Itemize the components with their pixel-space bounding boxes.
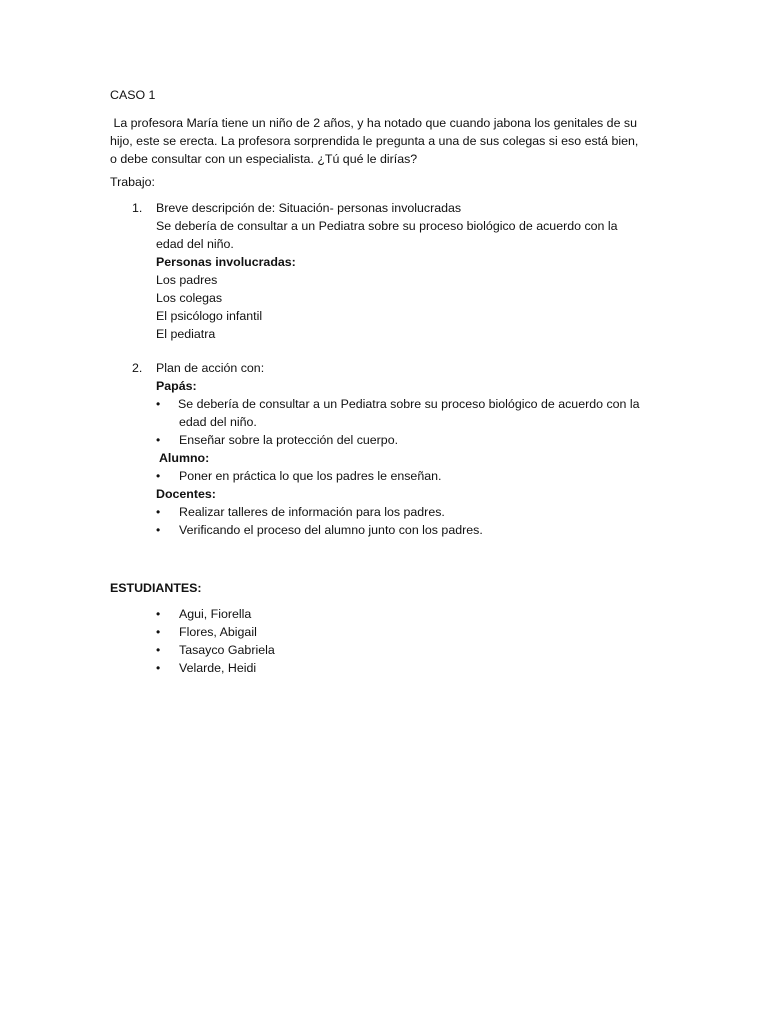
bullet-icon: • xyxy=(156,469,161,483)
item-1-text-line: Se debería de consultar a un Pediatra sobre su proceso biológico de acuerdo con la xyxy=(156,219,618,233)
persona-item: Los colegas xyxy=(156,291,223,305)
item-number: 2. xyxy=(132,361,143,375)
persona-item: Los padres xyxy=(156,273,218,287)
docentes-label: Docentes: xyxy=(156,487,216,501)
bullet-icon: • xyxy=(156,523,161,537)
papas-label: Papás: xyxy=(156,379,197,393)
bullet-icon: • xyxy=(156,397,161,411)
item-1-text-line: edad del niño. xyxy=(156,237,234,251)
trabajo-label: Trabajo: xyxy=(110,175,155,189)
persona-item: El psicólogo infantil xyxy=(156,309,263,323)
personas-label: Personas involucradas: xyxy=(156,255,296,269)
bullet-item xyxy=(110,467,670,485)
estudiantes-label: ESTUDIANTES: xyxy=(110,581,202,595)
persona-item: El pediatra xyxy=(156,327,216,341)
student-item xyxy=(110,605,670,623)
list-item-1 xyxy=(110,199,670,343)
list-item-2 xyxy=(110,359,670,395)
bullet-icon: • xyxy=(156,433,161,447)
intro-paragraph xyxy=(110,114,670,168)
item-2-heading: Plan de acción con: xyxy=(156,361,265,375)
bullet-text: edad del niño. xyxy=(179,415,257,429)
student-item xyxy=(110,623,670,641)
student-item xyxy=(110,659,670,677)
bullet-item xyxy=(110,431,670,449)
bullet-item xyxy=(110,521,670,539)
student-name: Velarde, Heidi xyxy=(179,661,257,675)
bullet-item xyxy=(110,395,670,431)
case-title: CASO 1 xyxy=(110,88,156,102)
bullet-text: Poner en práctica lo que los padres le enseñan. xyxy=(179,469,442,483)
bullet-text: Realizar talleres de información para los padres. xyxy=(179,505,445,519)
bullet-text: Enseñar sobre la protección del cuerpo. xyxy=(179,433,399,447)
student-name: Tasayco Gabriela xyxy=(179,643,275,657)
bullet-icon: • xyxy=(156,607,161,621)
student-item xyxy=(110,641,670,659)
intro-line: o debe consultar con un especialista. ¿Tú qué le dirías? xyxy=(110,152,418,166)
bullet-icon: • xyxy=(156,661,161,675)
item-1-heading: Breve descripción de: Situación- personas involucradas xyxy=(156,201,462,215)
student-name: Flores, Abigail xyxy=(179,625,257,639)
bullet-icon: • xyxy=(156,643,161,657)
bullet-text: Se debería de consultar a un Pediatra sobre su proceso biológico de acuerdo con la xyxy=(178,397,640,411)
intro-line: La profesora María tiene un niño de 2 años, y ha notado que cuando jabona los genitales de su xyxy=(110,116,637,130)
document-body xyxy=(110,86,670,677)
intro-line: hijo, este se erecta. La profesora sorprendida le pregunta a una de sus colegas si eso está bien, xyxy=(110,134,639,148)
item-number: 1. xyxy=(132,201,143,215)
bullet-icon: • xyxy=(156,505,161,519)
bullet-icon: • xyxy=(156,625,161,639)
alumno-label: Alumno: xyxy=(156,451,210,465)
bullet-text: Verificando el proceso del alumno junto con los padres. xyxy=(179,523,483,537)
student-name: Agui, Fiorella xyxy=(179,607,252,621)
bullet-item xyxy=(110,503,670,521)
